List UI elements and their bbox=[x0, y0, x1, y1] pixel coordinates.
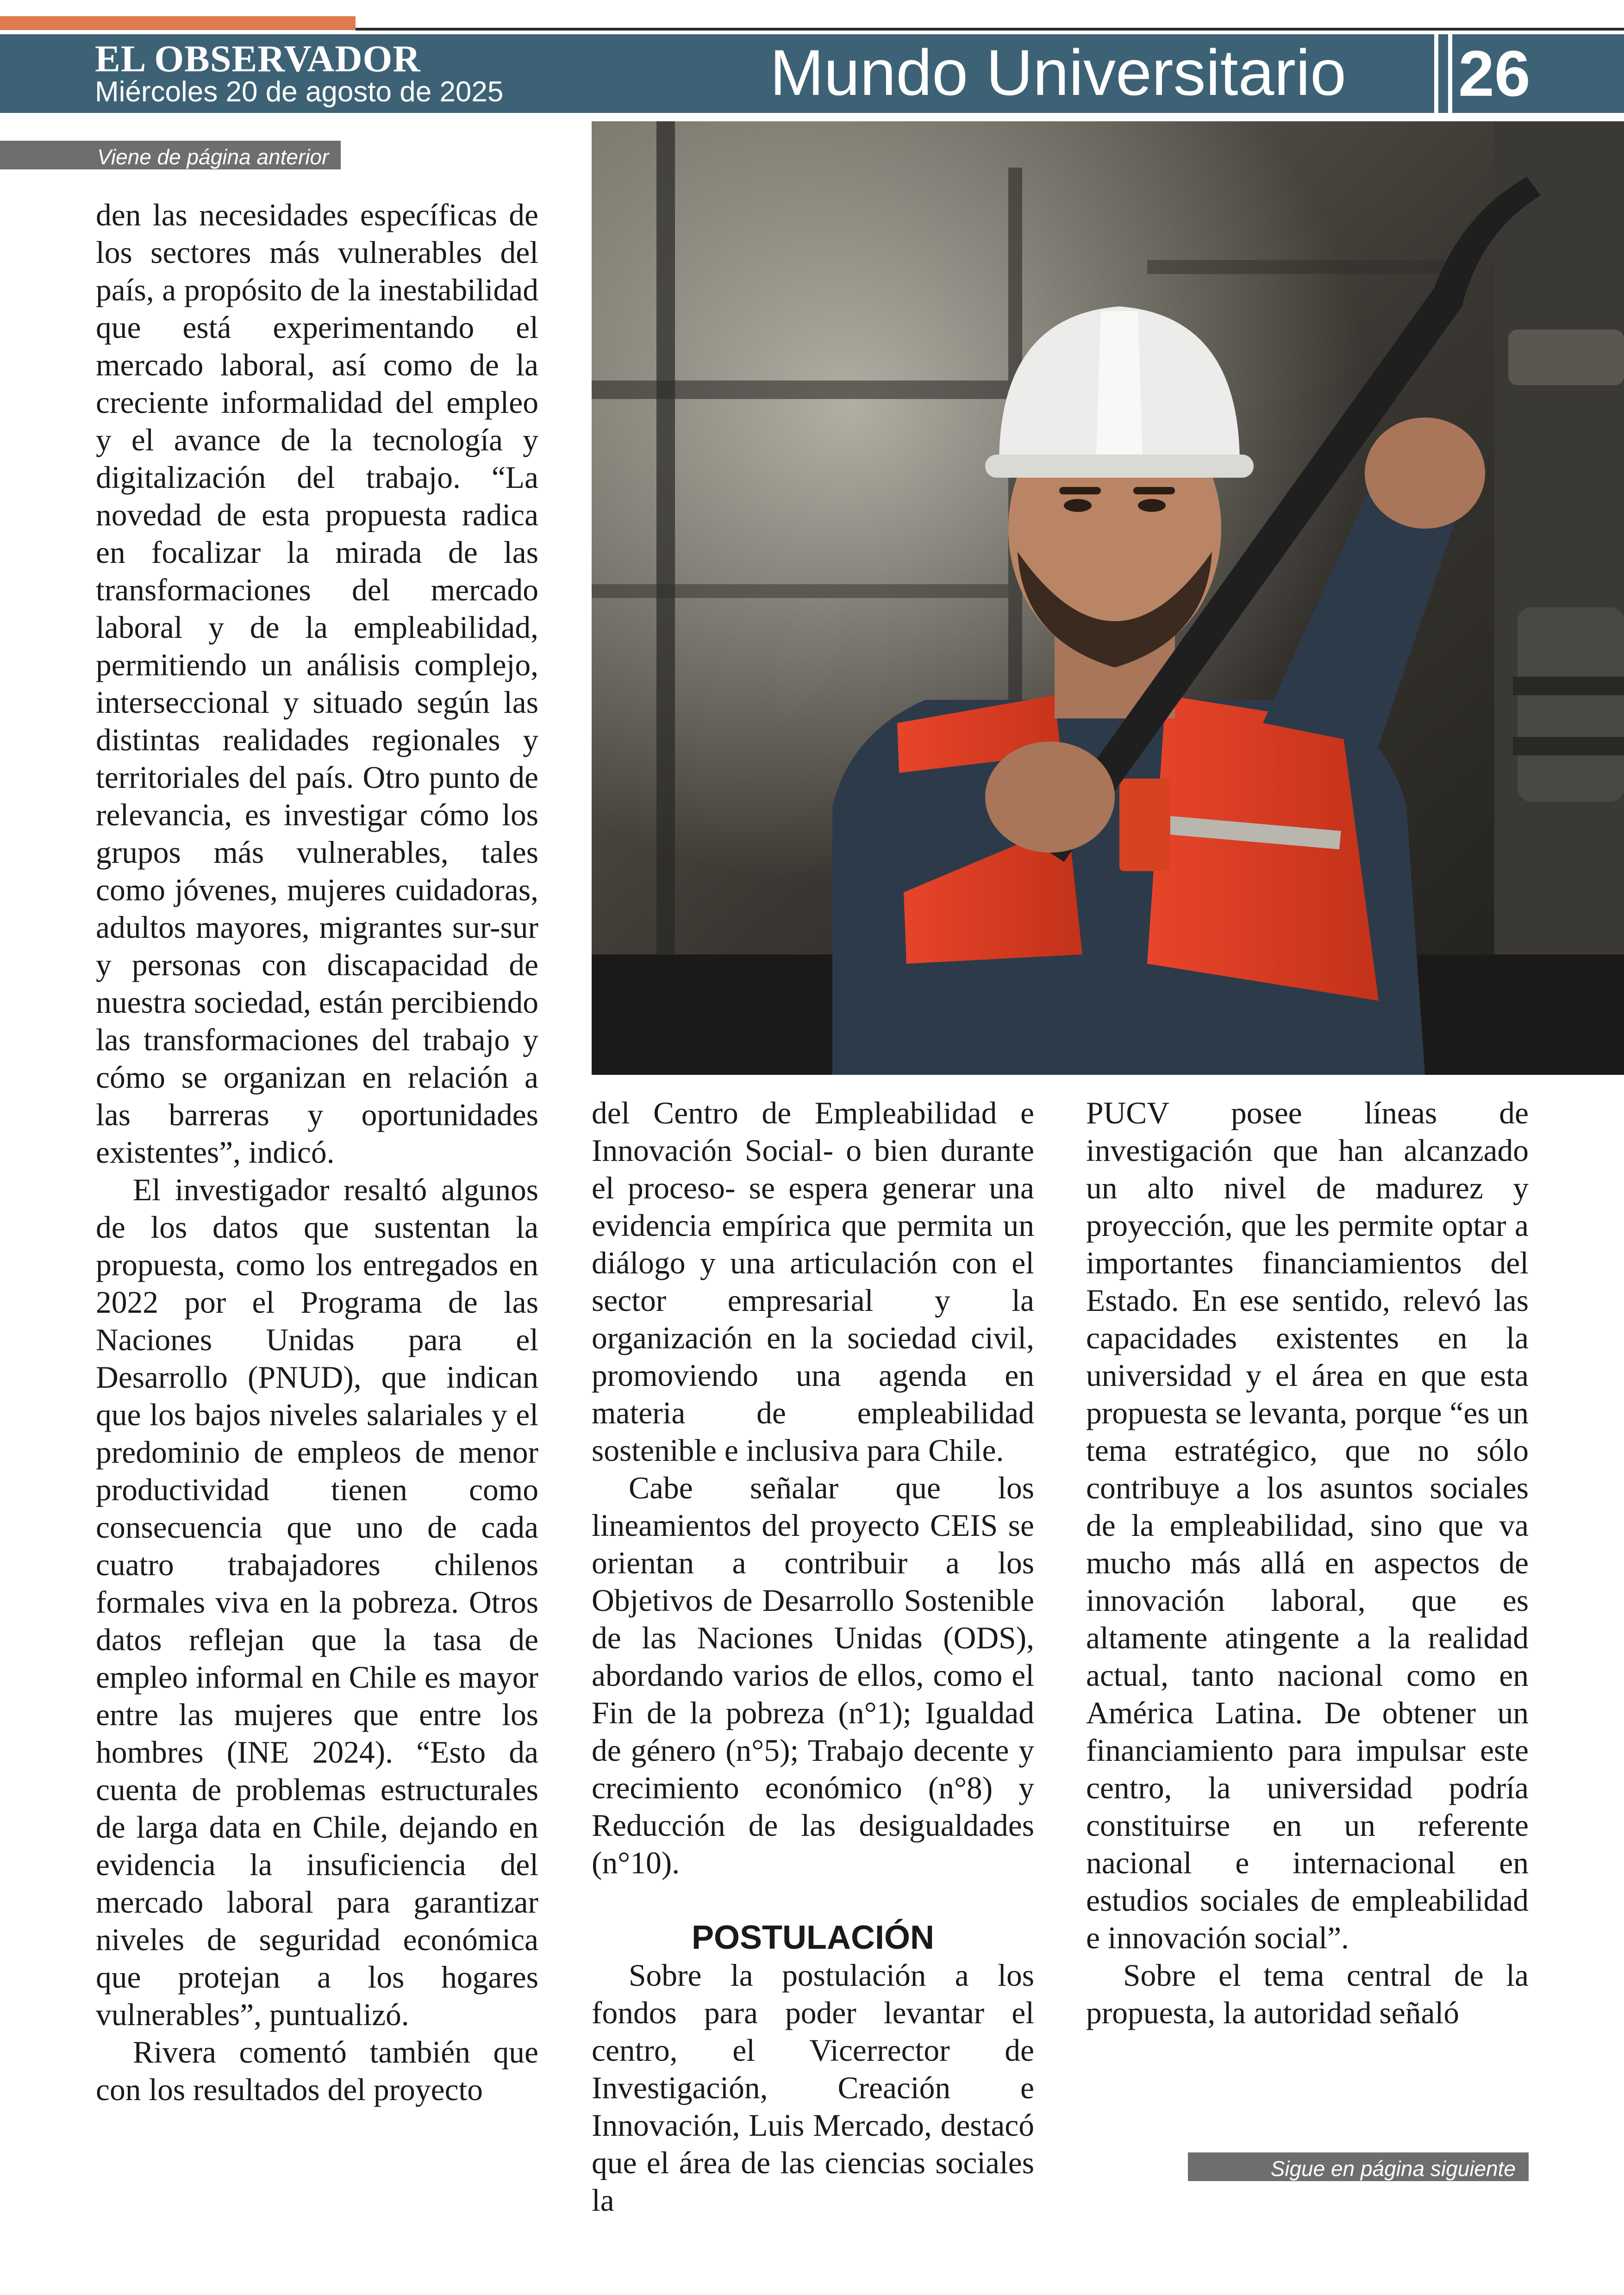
newspaper-name: EL OBSERVADOR bbox=[95, 37, 421, 80]
paragraph: del Centro de Empleabilidad e Innovación Social- o bien durante el proceso- se espera generar una evidencia empírica que permita un diálogo y una articulación con el sector empresarial y la organización en la sociedad civil, promoviendo una agenda en materia de empleabilidad sostenible e inclusiva para Chile. bbox=[592, 1096, 1034, 1468]
header-accent-bar bbox=[0, 16, 356, 30]
paragraph: PUCV posee líneas de investigación que han alcanzado un alto nivel de madurez y proyección, que les permite optar a importantes financiamientos del Estado. En ese sentido, relevó las capacidades existentes en la universidad y el área en que esta propuesta se levanta, porque “es un tema estratégico, que no sólo contribuye a los asuntos sociales de la empleabilidad, sino que va mucho más allá en aspectos de innovación laboral, que es altamente atingente a la realidad actual, tanto nacional como en América Latina. De obtener un financiamiento para impulsar este centro, la universidad podría constituirse en un referente nacional e internacional en estudios sociales de empleabilidad e innovación social”. bbox=[1086, 1096, 1529, 1955]
paragraph: Cabe señalar que los lineamientos del proyecto CEIS se orientan a contribuir a los Objetivos de Desarrollo Sostenible de las Naciones Unidas (ODS), abordando varios de ellos, como el Fin de la pobreza (n°1); Igualdad de género (n°5); Trabajo decente y crecimiento económico (n°8) y Reducción de las desigualdades (n°10). bbox=[592, 1471, 1034, 1880]
paragraph: Sobre la postulación a los fondos para poder levantar el centro, el Vicerrector de Investigación, Creación e Innovación, Luis Mercado, destacó que el área de las ciencias sociales la bbox=[592, 1958, 1034, 2218]
header-top-rule bbox=[356, 28, 1624, 31]
section-title: Mundo Universitario bbox=[770, 36, 1346, 109]
issue-date: Miércoles 20 de agosto de 2025 bbox=[95, 76, 504, 108]
article-column-2 bbox=[592, 1094, 1034, 2219]
header-divider bbox=[1434, 34, 1438, 113]
paragraph: Rivera comentó también que con los resultados del proyecto bbox=[96, 2035, 538, 2107]
subheading: POSTULACIÓN bbox=[691, 1919, 934, 1956]
article-column-1 bbox=[96, 196, 538, 2108]
paragraph: El investigador resaltó algunos de los datos que sustentan la propuesta, como los entregados en 2022 por el Programa de las Naciones Unidas para el Desarrollo (PNUD), que indican que los bajos niveles salariales y el predominio de empleos de menor productividad tienen como consecuencia que uno de cada cuatro trabajadores chilenos formales viva en la pobreza. Otros datos reflejan que la tasa de empleo informal en Chile es mayor entre las mujeres que entre los hombres (INE 2024). “Esto da cuenta de problemas estructurales de larga data en Chile, dejando en evidencia la insuficiencia del mercado laboral para garantizar niveles de seguridad económica que protejan a los hogares vulnerables”, puntualizó. bbox=[96, 1172, 538, 2032]
worker-photo bbox=[592, 121, 1624, 1075]
continued-to-label: Sigue en página siguiente bbox=[1270, 2157, 1516, 2181]
paragraph: den las necesidades específicas de los sectores más vulnerables del país, a propósito de la inestabilidad que está experimentando el mercado laboral, así como de la creciente informalidad del empleo y el avance de la tecnología y digitalización del trabajo. “La novedad de esta propuesta radica en focalizar la mirada de las transformaciones del mercado laboral y de la empleabilidad, permitiendo un análisis complejo, interseccional y situado según las distintas realidades regionales y territoriales del país. Otro punto de relevancia, es investigar cómo los grupos más vulnerables, tales como jóvenes, mujeres cuidadoras, adultos mayores, migrantes sur-sur y personas con discapacidad de nuestra sociedad, están percibiendo las transformaciones del trabajo y cómo se organizan en relación a las barreras y oportunidades existentes”, indicó. bbox=[96, 198, 538, 1170]
article-column-3 bbox=[1086, 1094, 1529, 2032]
header-divider bbox=[1448, 34, 1452, 113]
continued-to-tag bbox=[1188, 2152, 1529, 2181]
paragraph: Sobre el tema central de la propuesta, la autoridad señaló bbox=[1086, 1958, 1529, 2030]
continued-from-label: Viene de página anterior bbox=[97, 145, 329, 169]
page-number: 26 bbox=[1458, 37, 1530, 110]
continued-from-tag bbox=[0, 141, 341, 169]
